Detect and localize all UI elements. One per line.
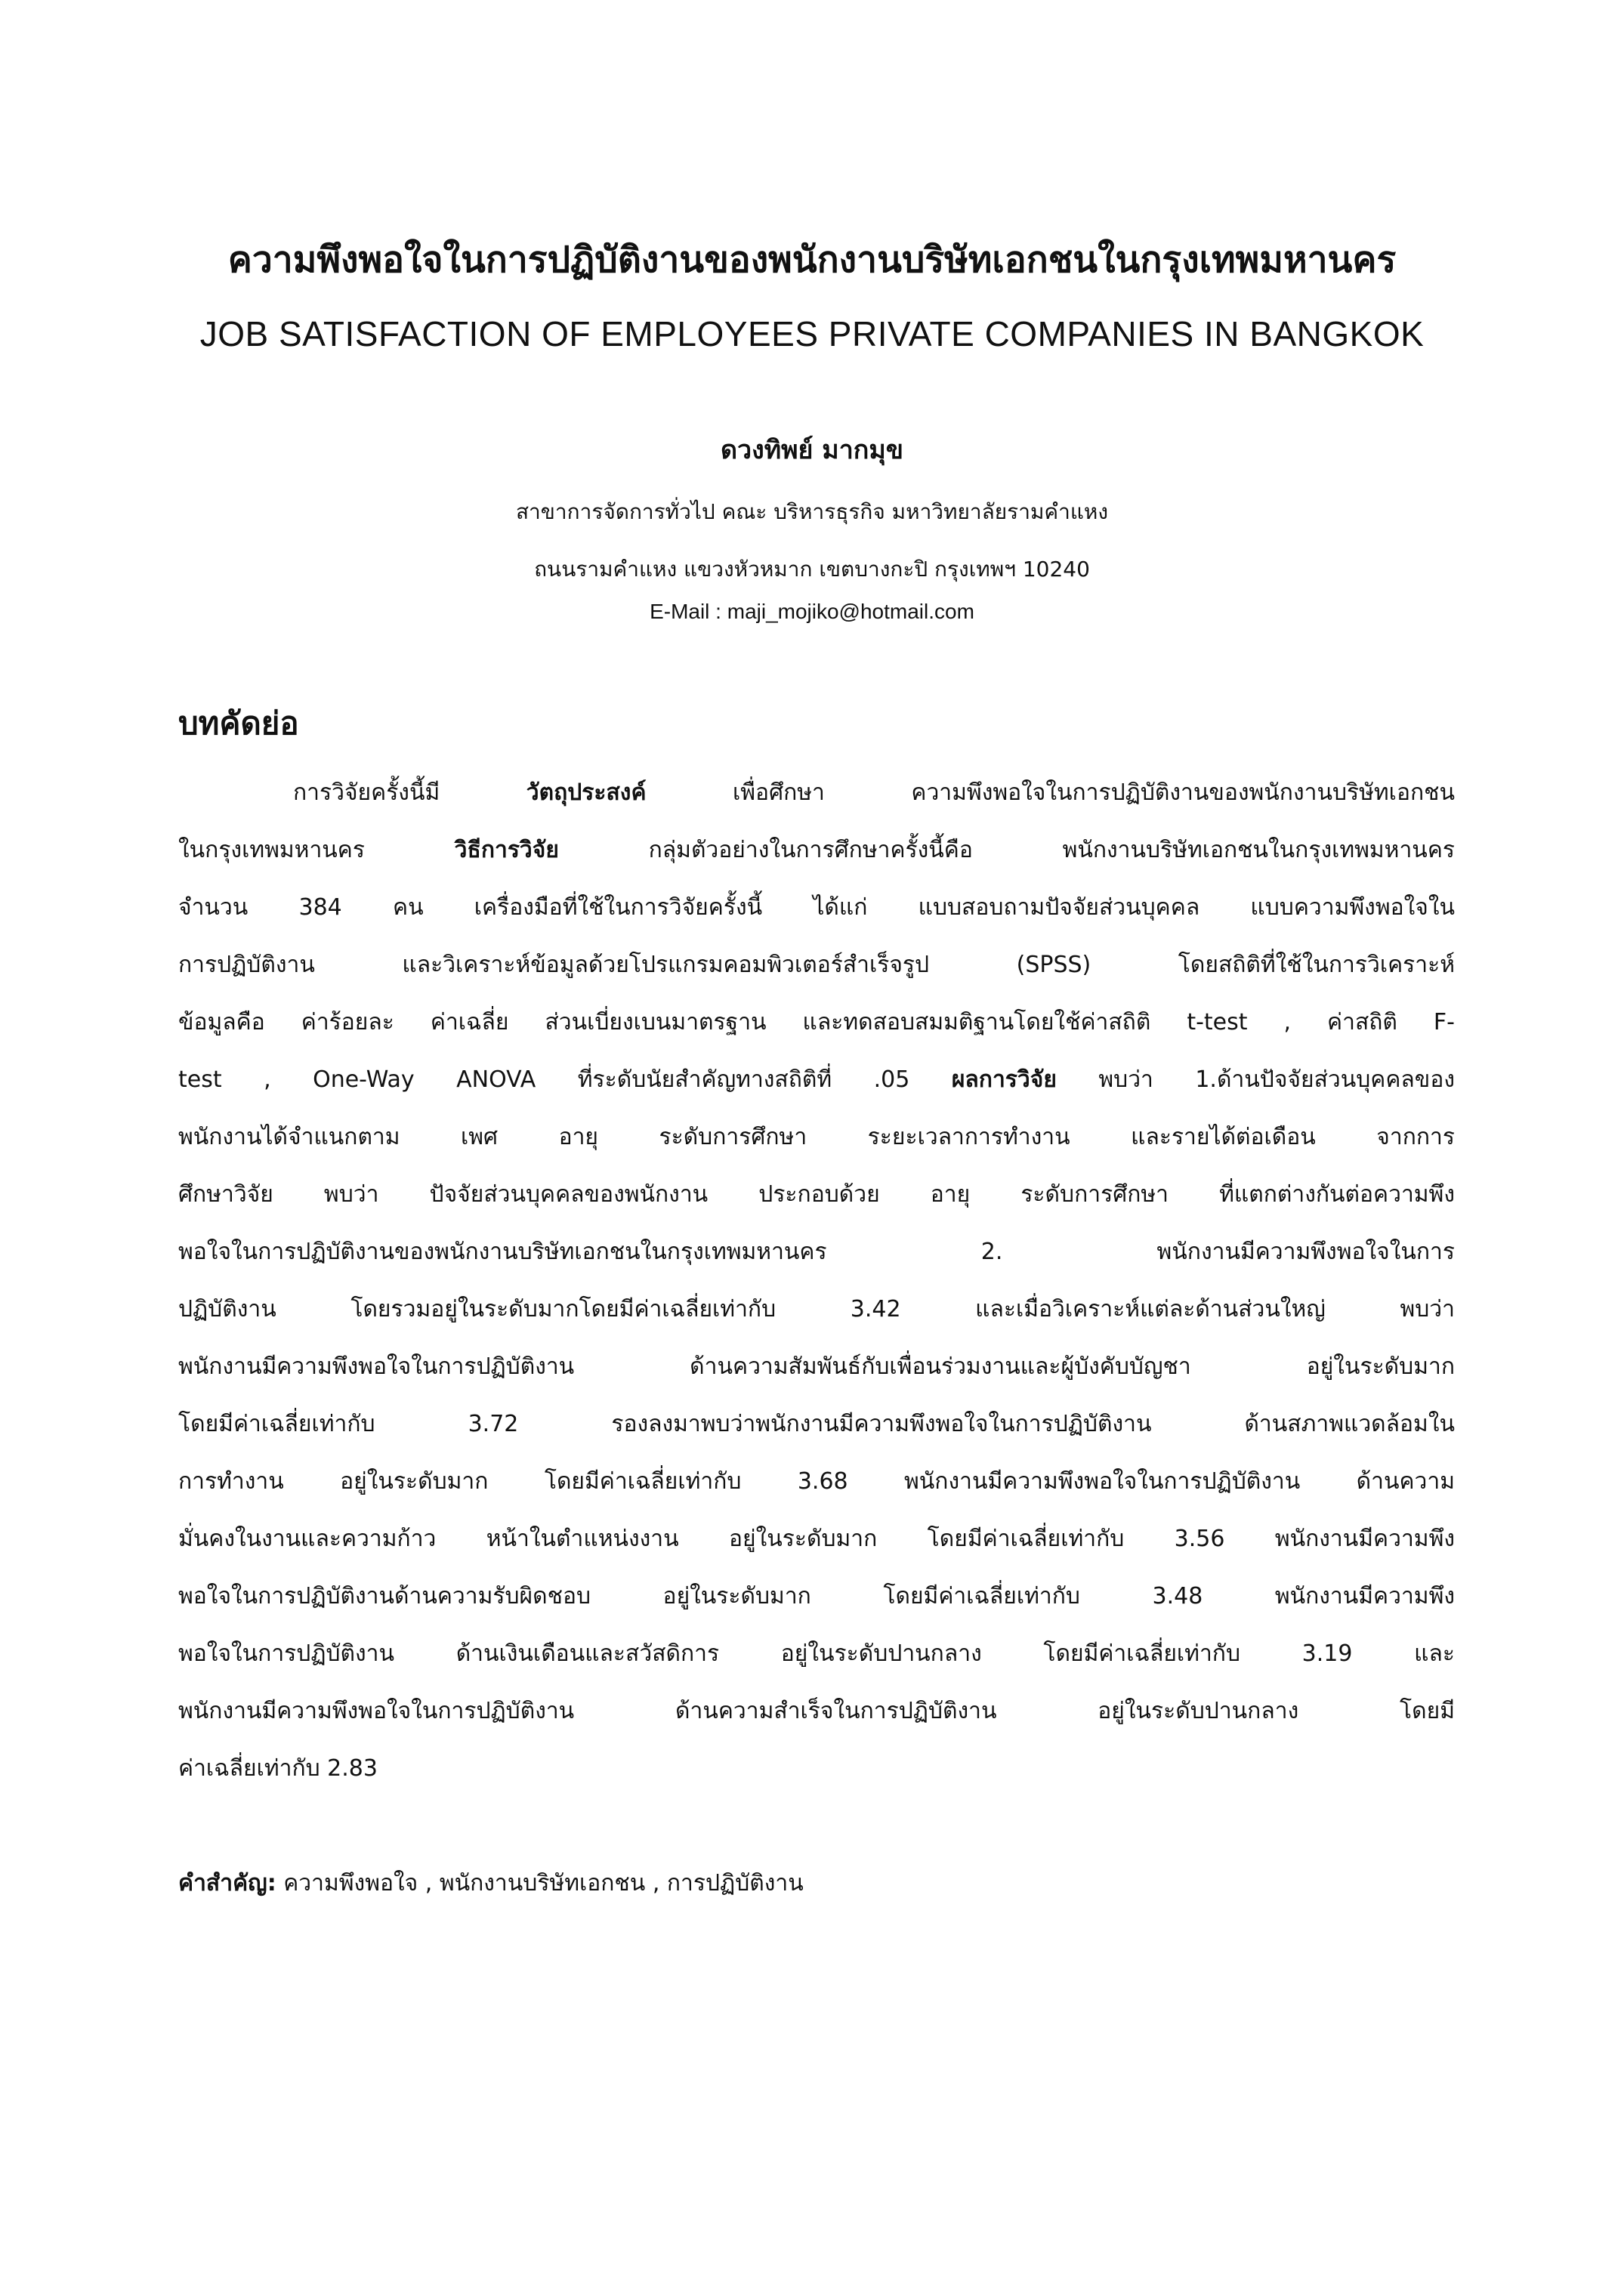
abstract-body [178,764,1455,1798]
abstract-line [178,764,1455,822]
abstract-line: ข้อมูลคือ ค่าร้อยละ ค่าเฉลี่ย ส่วนเบี่ยงเบนมาตรฐาน และทดสอบสมมติฐานโดยใช้ค่าสถิติ t-test , ค่าสถิติ F- [178,1009,1455,1035]
affiliation-line-2: ถนนรามคำแหง แขวงหัวหมาก เขตบางกะปิ กรุงเทพฯ 10240 [534,557,1090,582]
title-thai: ความพึงพอใจในการปฏิบัติงานของพนักงานบริษัทเอกชนในกรุงเทพมหานคร [227,239,1397,281]
abstract-line: พอใจในการปฏิบัติงานของพนักงานบริษัทเอกชนในกรุงเทพมหานคร 2. พนักงานมีความพึงพอใจในการ [178,1239,1455,1265]
abstract-text: กลุ่มตัวอย่างในการศึกษาครั้งนี้คือ พนักงานบริษัทเอกชนในกรุงเทพมหานคร [558,837,1455,863]
abstract-line: พนักงานมีความพึงพอใจในการปฏิบัติงาน ด้านความสัมพันธ์กับเพื่อนร่วมงานและผู้บังคับบัญชา อยู่ในระดับมาก [178,1353,1455,1380]
keywords-label: คำสำคัญ: [178,1870,276,1896]
keywords [178,1861,1455,1906]
abstract-line: ค่าเฉลี่ยเท่ากับ 2.83 [178,1755,378,1782]
abstract-text: ในกรุงเทพมหานคร [178,837,455,863]
abstract-line: ปฏิบัติงาน โดยรวมอยู่ในระดับมากโดยมีค่าเฉลี่ยเท่ากับ 3.42 และเมื่อวิเคราะห์แต่ละด้านส่วนใหญ่ พบว่า [178,1296,1455,1322]
abstract-text: test , One-Way ANOVA ที่ระดับนัยสำคัญทางสถิติที่ .05 [178,1066,952,1093]
abstract-line: พนักงานได้จำแนกตาม เพศ อายุ ระดับการศึกษา ระยะเวลาการทำงาน และรายได้ต่อเดือน จากการ [178,1124,1455,1150]
abstract-line: โดยมีค่าเฉลี่ยเท่ากับ 3.72 รองลงมาพบว่าพนักงานมีความพึงพอใจในการปฏิบัติงาน ด้านสภาพแวดล้อมใน [178,1411,1455,1437]
author-name: ดวงทิพย์ มากมุข [720,435,904,465]
abstract-line: การปฏิบัติงาน และวิเคราะห์ข้อมูลด้วยโปรแกรมคอมพิวเตอร์สำเร็จรูป (SPSS) โดยสถิติที่ใช้ในการวิเคราะห์ [178,952,1455,978]
abstract-line [178,822,1455,879]
title-english: JOB SATISFACTION OF EMPLOYEES PRIVATE COMPANIES IN BANGKOK [199,314,1425,353]
abstract-text: เพื่อศึกษา ความพึงพอใจในการปฏิบัติงานของพนักงานบริษัทเอกชน [646,779,1455,806]
abstract-line [178,1051,1455,1109]
abstract-heading: บทคัดย่อ [178,705,299,742]
affiliation-line-1: สาขาการจัดการทั่วไป คณะ บริหารธุรกิจ มหาวิทยาลัยรามคำแหง [515,499,1109,524]
author-email: E-Mail : maji_mojiko@hotmail.com [650,600,974,623]
abstract-line: มั่นคงในงานและความก้าว หน้าในตำแหน่งงาน อยู่ในระดับมาก โดยมีค่าเฉลี่ยเท่ากับ 3.56 พนักงานมีความพึง [178,1526,1455,1552]
abstract-line: จำนวน 384 คน เครื่องมือที่ใช้ในการวิจัยครั้งนี้ ได้แก่ แบบสอบถามปัจจัยส่วนบุคคล แบบความพึงพอใจใน [178,894,1455,921]
abstract-line: พนักงานมีความพึงพอใจในการปฏิบัติงาน ด้านความสำเร็จในการปฏิบัติงาน อยู่ในระดับปานกลาง โดยมี [178,1698,1455,1724]
abstract-line: พอใจในการปฏิบัติงานด้านความรับผิดชอบ อยู่ในระดับมาก โดยมีค่าเฉลี่ยเท่ากับ 3.48 พนักงานมีความพึง [178,1583,1455,1609]
abstract-bold-term: วิธีการวิจัย [454,837,559,863]
abstract-text: พบว่า 1.ด้านปัจจัยส่วนบุคคลของ [1056,1066,1455,1093]
keywords-list: ความพึงพอใจ , พนักงานบริษัทเอกชน , การปฏิบัติงาน [276,1870,804,1896]
abstract-line: พอใจในการปฏิบัติงาน ด้านเงินเดือนและสวัสดิการ อยู่ในระดับปานกลาง โดยมีค่าเฉลี่ยเท่ากับ 3.19 และ [178,1640,1455,1667]
abstract-bold-term: วัตถุประสงค์ [526,779,647,806]
abstract-line: ศึกษาวิจัย พบว่า ปัจจัยส่วนบุคคลของพนักงาน ประกอบด้วย อายุ ระดับการศึกษา ที่แตกต่างกันต่อความพึง [178,1181,1455,1208]
abstract-bold-term: ผลการวิจัย [951,1066,1057,1093]
abstract-line: การทำงาน อยู่ในระดับมาก โดยมีค่าเฉลี่ยเท่ากับ 3.68 พนักงานมีความพึงพอใจในการปฏิบัติงาน ด้านความ [178,1468,1455,1495]
abstract-text: การวิจัยครั้งนี้มี [293,779,526,806]
